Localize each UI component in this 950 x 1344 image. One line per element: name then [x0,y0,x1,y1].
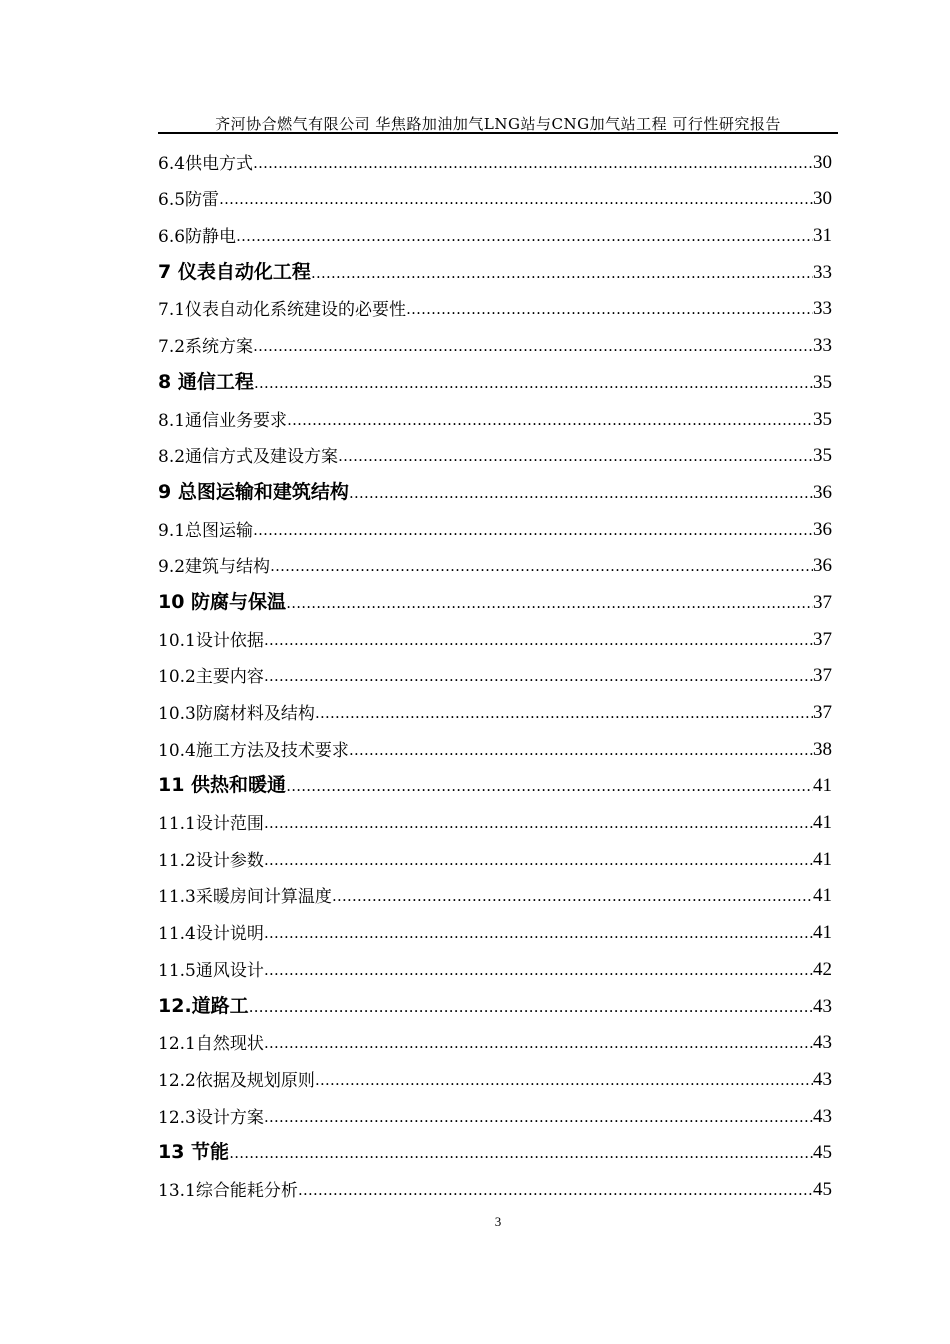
toc-dot-leader [298,1183,813,1201]
toc-entry-page: 35 [813,371,832,393]
toc-entry-title: 9.2建筑与结构 [158,557,271,578]
toc-entry-title: 13.1综合能耗分析 [158,1180,298,1201]
toc-entry-page: 43 [813,995,832,1017]
toc-dot-leader [315,1073,813,1091]
toc-entry-title: 12.2依据及规划原则 [158,1070,315,1091]
toc-section-entry[interactable] [158,510,832,547]
toc-entry-title: 13 节能 [158,1141,230,1164]
toc-dot-leader [315,706,813,724]
toc-dot-leader [264,1110,813,1128]
toc-entry-page: 35 [813,408,832,430]
toc-entry-title: 6.6防静电 [158,227,237,248]
toc-dot-leader [236,229,813,247]
toc-section-entry[interactable] [158,730,832,767]
toc-entry-title: 10 防腐与保温 [158,590,287,613]
toc-entry-page: 38 [813,738,832,760]
toc-dot-leader [286,779,813,797]
toc-entry-page: 36 [813,555,832,577]
toc-section-entry[interactable] [158,803,832,840]
toc-entry-title: 6.4供电方式 [158,153,254,174]
page-number: 3 [494,1214,502,1229]
toc-section-entry[interactable] [158,620,832,657]
toc-entry-page: 36 [813,481,832,503]
toc-entry-title: 12.道路工 [158,994,249,1017]
toc-entry-page: 43 [813,1032,832,1054]
toc-dot-leader [406,302,813,320]
toc-entry-page: 35 [813,445,832,467]
toc-dot-leader [254,376,813,394]
toc-dot-leader [264,669,813,687]
toc-entry-page: 31 [813,225,832,247]
toc-entry-page: 42 [813,958,832,980]
toc-section-entry[interactable] [158,657,832,694]
toc-section-entry[interactable] [158,143,832,180]
toc-dot-leader [264,633,813,651]
toc-dot-leader [253,156,813,174]
toc-section-entry[interactable] [158,400,832,437]
toc-dot-leader [264,1036,813,1054]
toc-dot-leader [253,523,813,541]
toc-dot-leader [264,853,813,871]
toc-entry-title: 10.4施工方法及技术要求 [158,740,349,761]
toc-entry-title: 6.5防雷 [158,190,220,211]
toc-dot-leader [270,559,813,577]
toc-entry-title: 11.1设计范围 [158,814,264,835]
toc-entry-page: 41 [813,812,832,834]
toc-dot-leader [264,963,813,981]
toc-entry-title: 8.2通信方式及建设方案 [158,447,339,468]
toc-chapter-entry[interactable] [158,583,832,620]
toc-dot-leader [264,926,813,944]
toc-dot-leader [286,596,813,614]
toc-dot-leader [349,743,813,761]
toc-section-entry[interactable] [158,290,832,327]
toc-section-entry[interactable] [158,913,832,950]
toc-section-entry[interactable] [158,877,832,914]
toc-chapter-entry[interactable] [158,253,832,290]
toc-dot-leader [219,192,813,210]
toc-entry-page: 37 [813,591,832,613]
toc-chapter-entry[interactable] [158,363,832,400]
toc-chapter-entry[interactable] [158,767,832,804]
toc-dot-leader [338,449,813,467]
toc-entry-page: 37 [813,665,832,687]
header-rule [158,132,838,134]
toc-entry-title: 8 通信工程 [158,370,254,393]
toc-entry-page: 37 [813,702,832,723]
toc-entry-page: 37 [813,628,832,650]
toc-entry-title: 11.5通风设计 [158,960,264,981]
toc-entry-page: 33 [813,298,832,320]
toc-entry-page: 45 [813,1178,832,1200]
toc-entry-page: 43 [813,1068,832,1090]
toc-entry-title: 12.3设计方案 [158,1107,264,1128]
toc-entry-title: 11.2设计参数 [158,850,264,871]
toc-entry-page: 41 [813,775,832,797]
toc-entry-title: 11.4设计说明 [158,924,264,945]
toc-dot-leader [253,339,813,357]
toc-entry-title: 10.2主要内容 [158,667,264,688]
toc-section-entry[interactable] [158,216,832,253]
toc-entry-title: 11.3采暖房间计算温度 [158,887,332,908]
toc-section-entry[interactable] [158,326,832,363]
toc-chapter-entry[interactable] [158,987,832,1024]
toc-chapter-entry[interactable] [158,1134,832,1171]
toc-entry-title: 10.3防腐材料及结构 [158,704,315,724]
toc-section-entry[interactable] [158,180,832,217]
toc-entry-page: 41 [813,848,832,870]
toc-entry-page: 33 [813,261,832,283]
toc-section-entry[interactable] [158,437,832,474]
toc-entry-title: 9 总图运输和建筑结构 [158,480,349,503]
toc-entry-page: 41 [813,885,832,907]
toc-entry-title: 10.1设计依据 [158,630,264,651]
toc-section-entry[interactable] [158,1170,832,1207]
toc-entry-title: 11 供热和暖通 [158,774,287,797]
toc-entry-page: 41 [813,922,832,944]
toc-entry-title: 7.2系统方案 [158,337,254,358]
toc-chapter-entry[interactable] [158,473,832,510]
toc-entry-page: 36 [813,518,832,540]
toc-section-entry[interactable] [158,1024,832,1061]
toc-dot-leader [229,1146,813,1164]
toc-dot-leader [249,1000,813,1018]
toc-entry-page: 33 [813,335,832,357]
toc-section-entry[interactable] [158,547,832,584]
toc-entry-title: 7.1仪表自动化系统建设的必要性 [158,300,407,321]
toc-entry-page: 45 [813,1142,832,1164]
toc-section-entry[interactable] [158,1060,832,1097]
toc-dot-leader [311,266,813,284]
toc-entry-title: 12.1自然现状 [158,1034,264,1055]
running-header: 齐河协合燃气有限公司 华焦路加油加气LNG站与CNG加气站工程 可行性研究报告 [215,115,781,133]
toc-dot-leader [332,889,813,907]
toc-section-entry[interactable] [158,840,832,877]
toc-dot-leader [264,816,813,834]
toc-section-entry[interactable] [158,693,832,730]
toc-entry-title: 9.1总图运输 [158,520,254,541]
toc-entry-title: 7 仪表自动化工程 [158,260,311,283]
toc-entry-page: 30 [813,151,832,173]
toc-dot-leader [349,486,813,504]
toc-section-entry[interactable] [158,950,832,987]
toc-entry-title: 8.1通信业务要求 [158,410,288,431]
table-of-contents [158,143,832,1207]
toc-entry-page: 30 [813,188,832,210]
toc-section-entry[interactable] [158,1097,832,1134]
toc-dot-leader [287,413,813,431]
toc-entry-page: 43 [813,1105,832,1127]
